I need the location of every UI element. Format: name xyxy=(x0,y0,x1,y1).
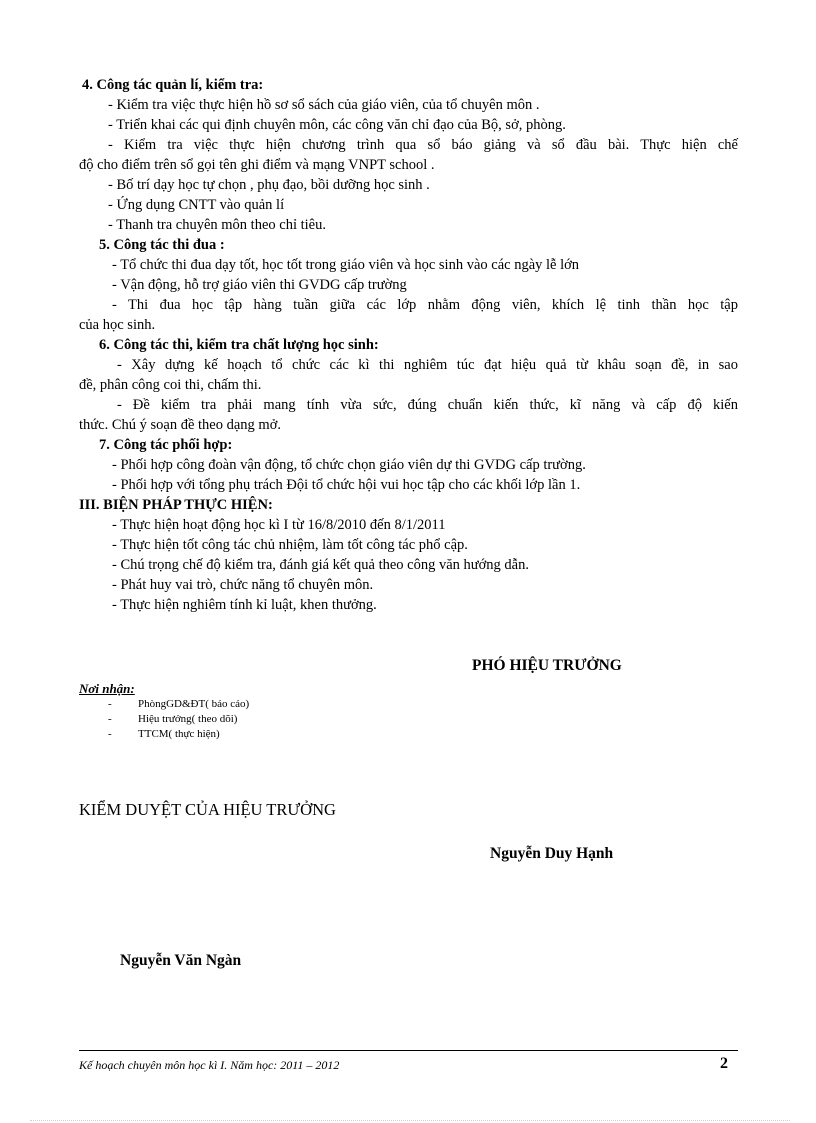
section-4-line: - Bố trí dạy học tự chọn , phụ đạo, bồi dưỡng học sinh . xyxy=(108,177,430,193)
section-7-heading: 7. Công tác phối hợp: xyxy=(99,437,233,453)
section-6-heading: 6. Công tác thi, kiểm tra chất lượng học sinh: xyxy=(99,337,379,353)
principal-review-title: KIỂM DUYỆT CỦA HIỆU TRƯỞNG xyxy=(79,800,336,819)
section-5-line: - Vận động, hỗ trợ giáo viên thi GVDG cấp trường xyxy=(112,277,407,293)
section-7-line: - Phối hợp với tổng phụ trách Đội tổ chức hội vui học tập cho các khối lớp lần 1. xyxy=(112,477,581,493)
section-5-heading: 5. Công tác thi đua : xyxy=(99,237,225,253)
vice-principal-title: PHÓ HIỆU TRƯỞNG xyxy=(472,657,622,674)
recipient-dash: - xyxy=(108,698,112,710)
section-iii-line: - Phát huy vai trò, chức năng tổ chuyên môn. xyxy=(112,577,374,593)
footer-rule xyxy=(79,1050,738,1051)
recipient-item xyxy=(108,727,220,741)
section-5-line: của học sinh. xyxy=(79,317,156,333)
section-7-line: - Phối hợp công đoàn vận động, tổ chức chọn giáo viên dự thi GVDG cấp trường. xyxy=(112,457,586,473)
section-5-line: - Thi đua học tập hàng tuần giữa các lớp nhằm động viên, khích lệ tinh thần học tập xyxy=(112,297,738,313)
section-iii-line: - Thực hiện nghiêm tính kỉ luật, khen thưởng. xyxy=(112,597,377,613)
recipient-dash: - xyxy=(108,713,112,725)
principal-name: Nguyễn Văn Ngàn xyxy=(120,952,242,969)
section-iii-heading: III. BIỆN PHÁP THỰC HIỆN: xyxy=(79,497,273,513)
recipient-dash: - xyxy=(108,728,112,740)
section-4-line: - Kiểm tra việc thực hiện chương trình qua sổ báo giảng và sổ đầu bài. Thực hiện chế xyxy=(108,137,738,153)
section-iii-line: - Thực hiện tốt công tác chủ nhiệm, làm tốt công tác phổ cập. xyxy=(112,537,468,553)
section-6-line: thức. Chú ý soạn đề theo dạng mở. xyxy=(79,417,281,433)
page-number: 2 xyxy=(720,1055,728,1072)
section-6-line: - Xây dựng kế hoạch tổ chức các kì thi nghiêm túc đạt hiệu quả từ khâu soạn đề, in sao xyxy=(117,357,738,373)
recipient-label: PhòngGD&ĐT( báo cáo) xyxy=(138,698,250,710)
recipient-label: TTCM( thực hiện) xyxy=(138,728,220,740)
page-bottom-divider xyxy=(30,1120,790,1121)
recipient-label: Hiệu trưởng( theo dõi) xyxy=(138,713,238,725)
section-iii-line: - Chú trọng chế độ kiểm tra, đánh giá kết quả theo công văn hướng dẫn. xyxy=(112,557,529,573)
recipient-item xyxy=(108,712,237,726)
section-4-heading: 4. Công tác quản lí, kiểm tra: xyxy=(82,77,264,93)
section-4-line: - Triển khai các qui định chuyên môn, các công văn chỉ đạo của Bộ, sở, phòng. xyxy=(108,117,566,133)
footer-text: Kế hoạch chuyên môn học kì I. Năm học: 2011 – 2012 xyxy=(79,1058,340,1072)
section-4-line: độ cho điểm trên sổ gọi tên ghi điểm và mạng VNPT school . xyxy=(79,157,435,173)
section-4-line: - Thanh tra chuyên môn theo chỉ tiêu. xyxy=(108,217,326,233)
recipient-item xyxy=(108,697,249,711)
section-4-line: - Kiểm tra việc thực hiện hồ sơ sổ sách của giáo viên, của tổ chuyên môn . xyxy=(108,97,540,113)
section-iii-line: - Thực hiện hoạt động học kì I từ 16/8/2010 đến 8/1/2011 xyxy=(112,517,446,533)
recipients-title: Nơi nhận: xyxy=(79,681,135,696)
section-5-line: - Tổ chức thi đua dạy tốt, học tốt trong giáo viên và học sinh vào các ngày lễ lớn xyxy=(112,257,580,273)
section-6-line: - Đề kiểm tra phải mang tính vừa sức, đúng chuẩn kiến thức, kĩ năng và cấp độ kiến xyxy=(117,397,738,413)
vice-principal-name: Nguyễn Duy Hạnh xyxy=(490,845,614,862)
section-4-line: - Ứng dụng CNTT vào quản lí xyxy=(108,197,285,213)
section-6-line: đề, phân công coi thi, chấm thi. xyxy=(79,377,262,393)
